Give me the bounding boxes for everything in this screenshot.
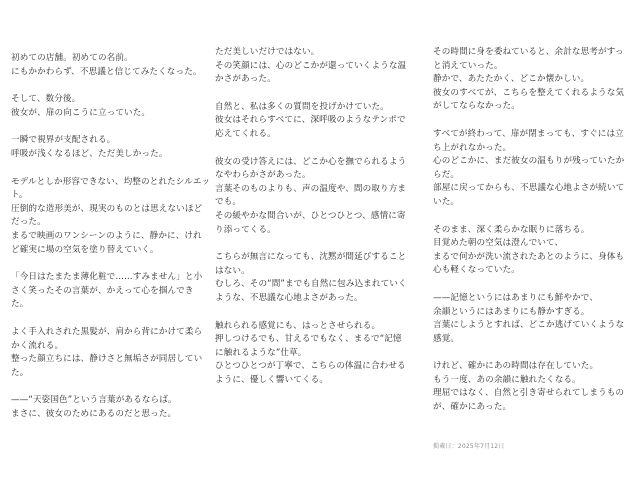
- paragraph: [215, 101, 405, 142]
- text-line: まるで映画のワンシーンのように、静かに、けれ: [11, 230, 202, 241]
- text-line: ような、不思議な心地よさがあった。: [215, 292, 363, 303]
- paragraph: [11, 52, 201, 79]
- text-line: ひとつひとつが丁寧で、こちらの体温に合わせる: [215, 361, 406, 372]
- text-line: 「今日はたまたま薄化粧で……すみません」と小: [11, 272, 203, 283]
- text-line: が、確かにあった。: [433, 402, 512, 413]
- text-line: だった。: [11, 217, 46, 228]
- text-line: 整った顔立ちには、静けさと無垢さが同居してい: [11, 354, 203, 365]
- text-line: さく笑ったその言葉が、かえって心を掴んでき: [11, 285, 194, 296]
- paragraph: [215, 320, 405, 388]
- paragraph: [11, 176, 211, 258]
- paragraph: [215, 251, 405, 305]
- text-line: すべてが終わって、扉が閉まっても、すぐには立: [433, 128, 624, 139]
- text-line: 静かで、あたたかく、どこか懐かしい。: [433, 74, 590, 85]
- text-line: はない。: [215, 265, 250, 276]
- text-line: 心も軽くなっていた。: [433, 265, 520, 276]
- paragraph: [11, 93, 201, 120]
- text-line: モデルとしか形容できない、均整のとれたシルエッ: [11, 176, 211, 187]
- text-line: かさがあった。: [215, 74, 276, 85]
- text-line: 彼女はそれらすべてに、深呼吸のようなテンポで: [215, 115, 406, 126]
- text-line: その緩やかな間合いが、ひとつひとつ、感情に寄: [215, 210, 406, 221]
- text-line: 呼吸が浅くなるほど、ただ美しかった。: [11, 148, 168, 159]
- text-line: まさに、彼女のためにあるのだと思った。: [11, 408, 177, 419]
- text-line: 言葉にしようとすれば、どこか逃げていくような: [433, 320, 625, 331]
- paragraph: [11, 394, 201, 421]
- paragraph: [11, 271, 201, 312]
- paragraph: [433, 224, 623, 278]
- paragraph: [11, 134, 201, 161]
- text-line: むしろ、その“間”までも自然に包み込まれていく: [215, 279, 407, 290]
- text-line: こちらが無言になっても、沈黙が間延びすること: [215, 252, 407, 263]
- text-line: そのまま、深く柔らかな眠りに落ちる。: [433, 224, 590, 235]
- text-line: よく手入れされた黒髪が、肩から背にかけて柔ら: [11, 326, 203, 337]
- text-line: た。: [11, 367, 29, 378]
- text-line: ト。: [11, 190, 28, 201]
- text-line: り添ってくる。: [215, 224, 276, 235]
- text-line: 言葉そのものよりも、声の温度や、間の取り方ま: [215, 183, 407, 194]
- text-column-3: [433, 46, 623, 429]
- text-line: まるで何かが洗い流されたあとのように、身体も: [433, 251, 625, 262]
- text-line: た。: [11, 299, 29, 310]
- text-line: 彼女の受け答えには、どこか心を撫でられるよう: [215, 156, 407, 167]
- text-line: 押しつけるでも、甘えるでもなく、まるで“記憶: [215, 334, 402, 345]
- paragraph: [11, 326, 201, 380]
- text-line: けれど、確かにあの時間は存在していた。: [433, 361, 599, 372]
- text-line: 心のどこかに、まだ彼女の温もりが残っていたか: [433, 156, 625, 167]
- text-line: なやわらかさがあった。: [215, 170, 311, 181]
- text-line: その笑顔には、心のどこかが還っていくような温: [215, 60, 407, 71]
- text-line: 部屋に戻ってからも、不思議な心地よさが続いて: [433, 183, 625, 194]
- paragraph: [215, 156, 405, 238]
- text-line: その時間に身を委ねていると、余計な思考がすっ: [433, 47, 624, 57]
- text-line: 応えてくれる。: [215, 128, 276, 139]
- paragraph: [433, 292, 623, 346]
- publish-date: 掲載日：2025年7月12日: [433, 443, 505, 450]
- text-line: かく流れる。: [11, 340, 64, 351]
- text-line: ——“天姿国色”という言葉があるならば。: [11, 395, 177, 406]
- text-line: にもかかわらず、不思議と信じてみたくなった。: [11, 66, 202, 77]
- text-line: らだ。: [433, 169, 460, 180]
- text-line: ように、優しく響いてくる。: [215, 374, 329, 385]
- text-line: 自然と、私は多くの質問を投げかけていた。: [215, 101, 389, 112]
- text-line: 彼女が、扉の向こうに立っていた。: [11, 107, 151, 118]
- text-line: そして、数分後。: [11, 94, 81, 105]
- text-line: もう一度、あの余韻に触れたくなる。: [433, 374, 581, 385]
- paragraph: [215, 46, 405, 87]
- text-column-1: [11, 52, 211, 435]
- text-line: ち上がれなかった。: [433, 142, 512, 153]
- text-line: と消えていった。: [433, 60, 503, 71]
- text-line: がしてならなかった。: [433, 101, 520, 112]
- paragraph: [433, 360, 623, 414]
- text-line: 彼女のすべてが、こちらを整えてくれるような気: [433, 87, 625, 98]
- text-line: 圧倒的な造形美が、現実のものとは思えないほど: [11, 203, 203, 214]
- text-line: ただ美しいだけではない。: [215, 47, 320, 57]
- text-line: いた。: [433, 196, 460, 207]
- text-line: 余韻というにはあまりにも静かすぎる。: [433, 306, 590, 317]
- text-line: 初めての店舗。初めての名前。: [11, 53, 133, 63]
- text-line: ど確実に場の空気を塗り替えていく。: [11, 244, 159, 255]
- text-line: でも。: [215, 197, 242, 208]
- text-line: 触れられる感覚にも、はっとさせられる。: [215, 320, 381, 331]
- text-line: 理屈ではなく、自然と引き寄せられてしまうもの: [433, 388, 625, 399]
- paragraph: [433, 46, 623, 114]
- text-line: に触れるような”仕草。: [215, 347, 307, 358]
- text-line: 目覚めた朝の空気は澄んでいて、: [433, 238, 564, 249]
- text-line: 一瞬で視界が支配される。: [11, 135, 116, 146]
- text-line: 感覚。: [433, 333, 460, 344]
- text-column-2: [215, 46, 405, 401]
- text-line: ——記憶というにはあまりにも鮮やかで、: [433, 292, 599, 303]
- paragraph: [433, 128, 623, 210]
